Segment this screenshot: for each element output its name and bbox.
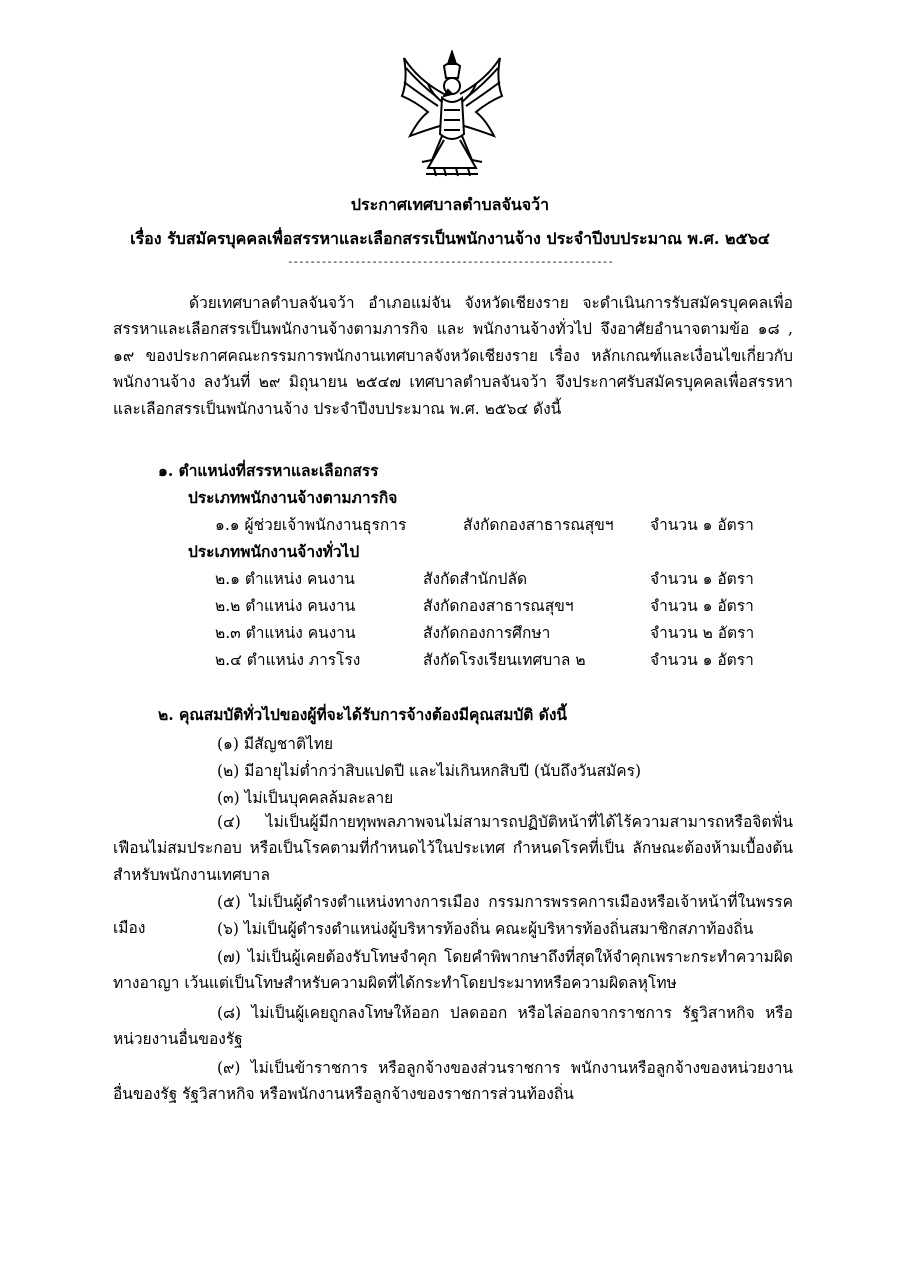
qualification-item: (๑) มีสัญชาติไทย bbox=[217, 735, 334, 753]
section1-heading: ๑. ตำแหน่งที่สรรหาและเลือกสรร bbox=[158, 461, 379, 480]
qualification-item: (๕) ไม่เป็นผู้ดำรงตำแหน่งทางการเมือง กรรมการพรรคการเมืองหรือเจ้าหน้าที่ในพรรค เมือง bbox=[113, 893, 793, 938]
position-unit: สังกัดโรงเรียนเทศบาล ๒ bbox=[423, 651, 586, 669]
title-separator: ---------------------------------------------------------- bbox=[286, 255, 614, 268]
position-count: จำนวน ๑ อัตรา bbox=[650, 651, 754, 669]
position-name: ๒.๒ ตำแหน่ง คนงาน bbox=[215, 597, 356, 615]
mission-staff-heading: ประเภทพนักงานจ้างตามภารกิจ bbox=[188, 488, 398, 507]
position-name: ๒.๔ ตำแหน่ง ภารโรง bbox=[215, 651, 361, 669]
qualification-item: (๖) ไม่เป็นผู้ดำรงตำแหน่งผู้บริหารท้องถิ่น คณะผู้บริหารท้องถิ่นสมาชิกสภาท้องถิ่น bbox=[217, 920, 754, 938]
general-staff-heading: ประเภทพนักงานจ้างทั่วไป bbox=[188, 542, 360, 561]
garuda-emblem-icon bbox=[398, 50, 506, 178]
intro-paragraph: ด้วยเทศบาลตำบลจันจว้า อำเภอแม่จัน จังหวัดเชียงราย จะดำเนินการรับสมัครบุคคลเพื่อสรรหาและเลือกสรรเป็นพนักงานจ้างตามภารกิจ และ พนักงานจ้างทั่วไป จึงอาศัยอำนาจตามข้อ ๑๘ , ๑๙ ของประกาศคณะกรรมการพนักงานเทศบาลจังหวัดเชียงราย เรื่อง หลักเกณฑ์และเงื่อนไขเกี่ยวกับพนักงานจ้าง ลงวันที่ ๒๙ มิถุนายน ๒๕๔๗ เทศบาลตำบลจันจว้า จึงประกาศรับสมัครบุคคลเพื่อสรรหาและเลือกสรรเป็นพนักงานจ้าง ประจำปีงบประมาณ พ.ศ. ๒๕๖๔ ดังนี้ bbox=[113, 294, 793, 418]
qualification-item: (๗) ไม่เป็นผู้เคยต้องรับโทษจำคุก โดยคำพิพากษาถึงที่สุดให้จำคุกเพราะกระทำความผิด ทางอาญา เว้นแต่เป็นโทษสำหรับความผิดที่ได้กระทำโดยประมาทหรือความผิดลหุโทษ bbox=[113, 948, 793, 993]
position-count: จำนวน ๑ อัตรา bbox=[650, 597, 754, 615]
qualification-item: (๓) ไม่เป็นบุคคลล้มละลาย bbox=[217, 789, 394, 807]
position-unit: สังกัดกองสาธารณสุขฯ bbox=[463, 516, 614, 534]
position-count: จำนวน ๑ อัตรา bbox=[650, 570, 754, 588]
position-count: จำนวน ๒ อัตรา bbox=[650, 624, 755, 642]
qualification-item: (๘) ไม่เป็นผู้เคยถูกลงโทษให้ออก ปลดออก หรือไล่ออกจากราชการ รัฐวิสาหกิจ หรือหน่วยงานอื่นของรัฐ bbox=[113, 1004, 793, 1049]
qualification-item: (๒) มีอายุไม่ต่ำกว่าสิบแปดปี และไม่เกินหกสิบปี (นับถึงวันสมัคร) bbox=[217, 762, 642, 780]
qualification-item: (๙) ไม่เป็นข้าราชการ หรือลูกจ้างของส่วนราชการ พนักงานหรือลูกจ้างของหน่วยงานอื่นของรัฐ รัฐวิสาหกิจ หรือพนักงานหรือลูกจ้างของราชการส่วนท้องถิ่น bbox=[113, 1059, 793, 1104]
position-count: จำนวน ๑ อัตรา bbox=[650, 516, 754, 534]
announcement-title: ประกาศเทศบาลตำบลจันจว้า bbox=[350, 195, 550, 214]
qualification-item: (๔) ไม่เป็นผู้มีกายทุพพลภาพจนไม่สามารถปฏิบัติหน้าที่ได้ไร้ความสามารถหรือจิตฟั่น เฟือนไม่สมประกอบ หรือเป็นโรคตามที่กำหนดไว้ในประเทศ กำหนดโรคที่เป็น ลักษณะต้องห้ามเบื้องต้นสำหรับพนักงานเทศบาล bbox=[113, 813, 793, 884]
position-unit: สังกัดกองสาธารณสุขฯ bbox=[423, 597, 574, 615]
section2-heading: ๒. คุณสมบัติทั่วไปของผู้ที่จะได้รับการจ้างต้องมีคุณสมบัติ ดังนี้ bbox=[158, 705, 567, 724]
position-name: ๑.๑ ผู้ช่วยเจ้าพนักงานธุรการ bbox=[215, 516, 407, 534]
position-name: ๒.๓ ตำแหน่ง คนงาน bbox=[215, 624, 356, 642]
position-name: ๒.๑ ตำแหน่ง คนงาน bbox=[215, 570, 355, 588]
position-unit: สังกัดกองการศึกษา bbox=[423, 624, 551, 642]
position-unit: สังกัดสำนักปลัด bbox=[423, 570, 528, 588]
announcement-subject: เรื่อง รับสมัครบุคคลเพื่อสรรหาและเลือกสรรเป็นพนักงานจ้าง ประจำปีงบประมาณ พ.ศ. ๒๕๖๔ bbox=[130, 229, 770, 248]
